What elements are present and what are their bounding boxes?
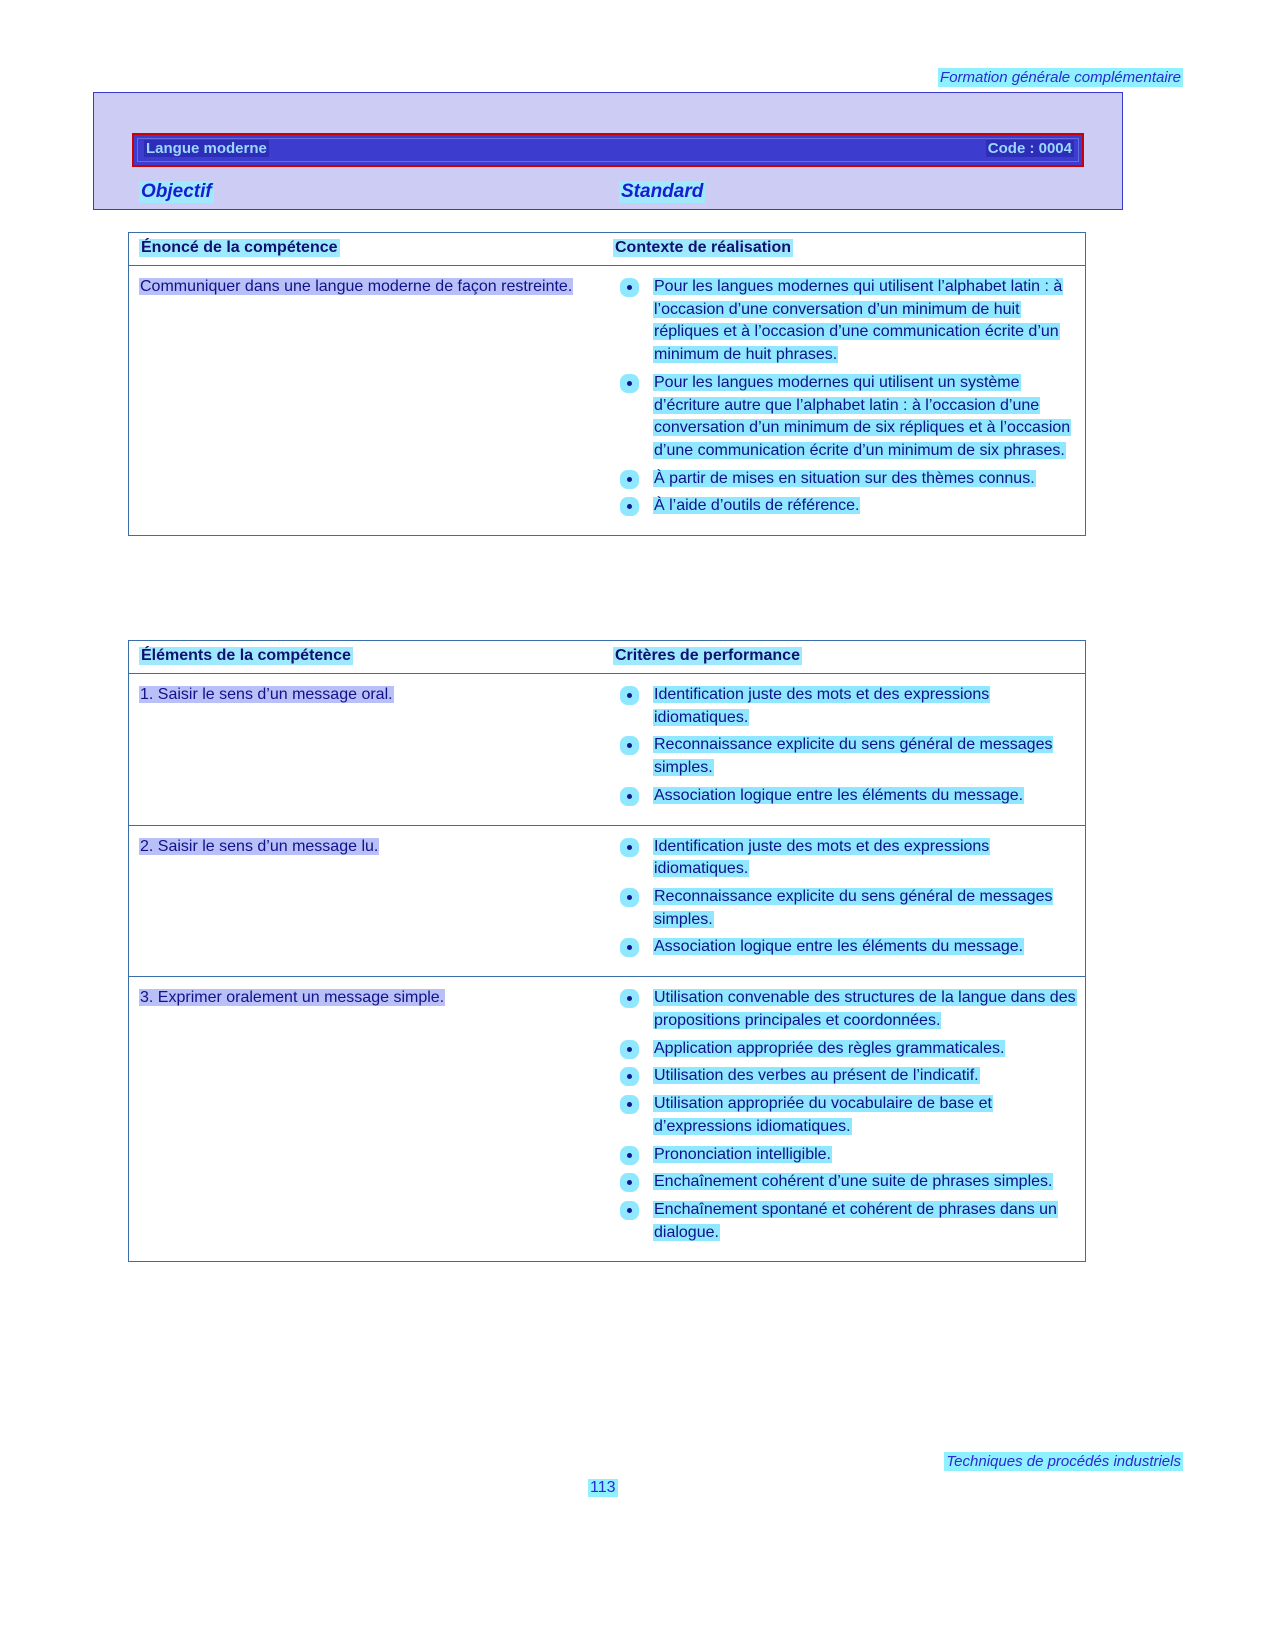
criteria-bullet-list	[613, 836, 1077, 960]
criteria-bullet	[613, 785, 1077, 808]
table-row	[129, 266, 1085, 535]
course-title-band	[93, 92, 1123, 210]
competence-statement-cell	[129, 266, 613, 535]
contexte-bullet-text: Pour les langues modernes qui utilisent un système d’écriture autre que l’alphabet latin : à l’occasion d’une conversation d’un minimum de six répliques et à l’occasion d’une communication écrite d’un minimum de six phrases.	[654, 373, 1071, 460]
page-number: 113	[590, 1479, 616, 1496]
criteria-bullet	[613, 1038, 1077, 1061]
criteria-bullet	[613, 734, 1077, 779]
table-objectif-header-left: Énoncé de la compétence	[141, 239, 338, 256]
criteria-bullet	[613, 936, 1077, 959]
table-elements-header-left: Éléments de la compétence	[141, 647, 351, 664]
criteria-bullet-text: Reconnaissance explicite du sens général de messages simples.	[654, 888, 1053, 928]
criteria-bullet	[613, 1093, 1077, 1138]
element-cell	[129, 826, 613, 977]
table-elements-header-row	[129, 641, 1085, 674]
contexte-cell	[613, 266, 1085, 535]
table-objectif-header-right: Contexte de réalisation	[615, 239, 792, 256]
criteria-bullet-text: Utilisation des verbes au présent de l’indicatif.	[654, 1067, 979, 1085]
contexte-bullet	[613, 276, 1077, 367]
page-header-text: Formation générale complémentaire	[940, 69, 1181, 86]
element-cell	[129, 674, 613, 825]
table-elements-header-right: Critères de performance	[615, 647, 800, 664]
contexte-bullet-list	[613, 276, 1077, 518]
element-text: 2. Saisir le sens d’un message lu.	[140, 837, 379, 855]
criteria-bullet-list	[613, 987, 1077, 1244]
contexte-bullet-text: Pour les langues modernes qui utilisent l’alphabet latin : à l’occasion d’une conversation d’un minimum de huit répliques et à l’occasion d’une communication écrite d’un minimum de huit phrases.	[654, 278, 1063, 364]
element-text: 1. Saisir le sens d’un message oral.	[140, 686, 393, 703]
criteria-bullet-text: Association logique entre les éléments du message.	[654, 938, 1024, 956]
criteria-bullet	[613, 1171, 1077, 1194]
table-row	[129, 977, 1085, 1261]
course-name: Langue moderne	[146, 140, 267, 157]
contexte-bullet-text: À partir de mises en situation sur des thèmes connus.	[654, 469, 1035, 487]
criteria-bullet-text: Utilisation convenable des structures de la langue dans des propositions principales et coordonnées.	[654, 989, 1076, 1029]
criteria-bullet-text: Reconnaissance explicite du sens général de messages simples.	[654, 736, 1053, 777]
criteria-bullet-text: Association logique entre les éléments du message.	[654, 786, 1024, 804]
table-objectif-header-row	[129, 233, 1085, 266]
course-code: Code : 0004	[987, 140, 1072, 157]
criteria-bullet	[613, 987, 1077, 1032]
criteria-bullet-text: Identification juste des mots et des expressions idiomatiques.	[654, 837, 990, 878]
table-elements-body	[129, 674, 1085, 1261]
criteria-bullet	[613, 1199, 1077, 1244]
contexte-bullet	[613, 495, 1077, 518]
criteria-bullet-text: Prononciation intelligible.	[654, 1145, 831, 1163]
criteria-bullet-text: Enchaînement cohérent d’une suite de phrases simples.	[654, 1173, 1053, 1191]
table-elements	[128, 640, 1086, 1262]
criteria-bullet	[613, 1065, 1077, 1088]
element-text: 3. Exprimer oralement un message simple.	[140, 989, 445, 1007]
criteria-bullet-text: Utilisation appropriée du vocabulaire de base et d’expressions idiomatiques.	[654, 1095, 992, 1135]
criteria-bullet-text: Identification juste des mots et des expressions idiomatiques.	[654, 686, 990, 726]
contexte-bullet	[613, 468, 1077, 491]
standard-heading: Standard	[621, 181, 704, 202]
page-footer-text: Techniques de procédés industriels	[946, 1453, 1181, 1470]
competence-statement-text: Communiquer dans une langue moderne de façon restreinte.	[140, 278, 573, 295]
contexte-bullet	[613, 372, 1077, 463]
contexte-bullet-text: À l’aide d’outils de référence.	[654, 497, 860, 515]
objectif-heading: Objectif	[141, 181, 212, 202]
table-row	[129, 826, 1085, 978]
element-cell	[129, 977, 613, 1261]
criteria-cell	[613, 977, 1085, 1261]
criteria-bullet	[613, 836, 1077, 881]
criteria-cell	[613, 674, 1085, 825]
criteria-bullet-text: Application appropriée des règles grammaticales.	[654, 1039, 1005, 1057]
criteria-bullet	[613, 1144, 1077, 1167]
course-code-bar-inner-border	[137, 138, 1079, 162]
table-objectif	[128, 232, 1086, 536]
course-code-bar	[132, 133, 1084, 167]
criteria-bullet	[613, 684, 1077, 729]
criteria-bullet-list	[613, 684, 1077, 808]
criteria-bullet-text: Enchaînement spontané et cohérent de phrases dans un dialogue.	[654, 1200, 1057, 1241]
table-row	[129, 674, 1085, 826]
criteria-bullet	[613, 886, 1077, 931]
criteria-cell	[613, 826, 1085, 977]
